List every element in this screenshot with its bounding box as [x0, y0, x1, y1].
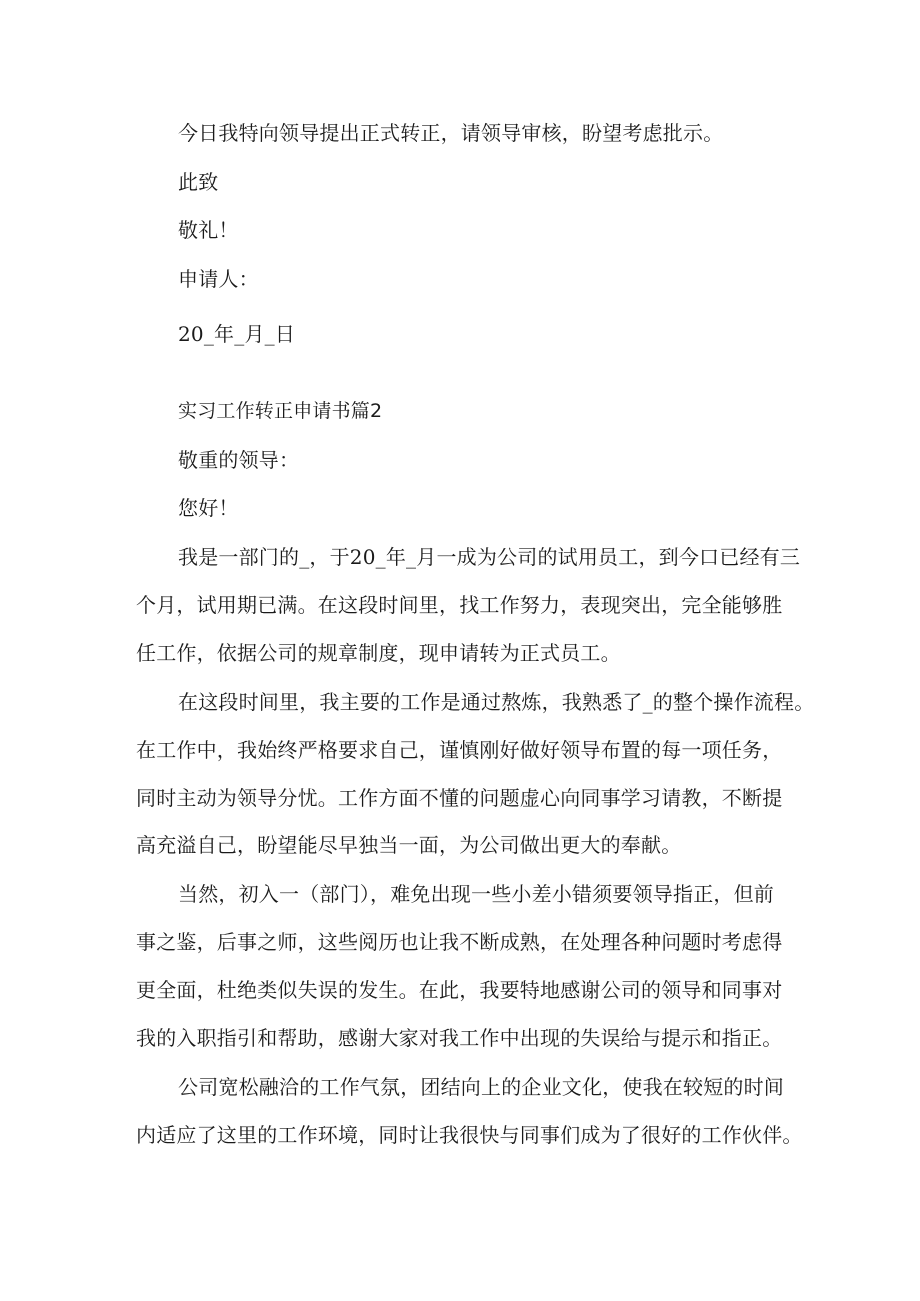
paragraph-2-line: 高充溢自己，盼望能尽早独当一面，为公司做出更大的奉献。: [136, 833, 682, 857]
section-title: 实习工作转正申请书篇2: [178, 400, 383, 422]
paragraph-3-line: 更全面，杜绝类似失误的发生。在此，我要特地感谢公司的领导和同事对: [136, 978, 783, 1002]
paragraph-3-line: 当然，初入一（部门），难免出现一些小差小错须要领导指正，但前: [178, 882, 774, 906]
paragraph-2-line: 在这段时间里，我主要的工作是通过熬炼，我熟悉了_的整个操作流程。: [178, 690, 815, 714]
applicant-label: 申请人：: [178, 267, 259, 291]
paragraph-1-line: 任工作，依据公司的规章制度，现申请转为正式员工。: [136, 641, 621, 665]
salutation: 此致: [178, 170, 219, 194]
paragraph-4-line: 内适应了这里的工作环境，同时让我很快与同事们成为了很好的工作伙伴。: [136, 1123, 803, 1147]
paragraph-1-line: 我是一部门的_，于20_年_月一成为公司的试用员工，到今口已经有三: [178, 545, 801, 569]
greeting: 敬重的领导：: [178, 448, 300, 472]
paragraph-3-line: 事之鉴，后事之师，这些阅历也让我不断成熟，在处理各种问题时考虑得: [136, 930, 783, 954]
request-line: 今日我特向领导提出正式转正，请领导审核，盼望考虑批示。: [178, 121, 724, 145]
paragraph-3-line: 我的入职指引和帮助，感谢大家对我工作中出现的失误给与提示和指正。: [136, 1026, 783, 1050]
hello: 您好！: [178, 496, 239, 520]
date-line: 20_年_月_日: [178, 322, 296, 346]
paragraph-1-line: 个月，试用期已满。在这段时间里，找工作努力，表现突出，完全能够胜: [136, 593, 783, 617]
paragraph-4-line: 公司宽松融洽的工作气氛，团结向上的企业文化，使我在较短的时间: [178, 1075, 784, 1099]
regards: 敬礼！: [178, 218, 239, 242]
paragraph-2-line: 在工作中，我始终严格要求自己，谨慎刚好做好领导布置的每一项任务，: [136, 738, 783, 762]
paragraph-2-line: 同时主动为领导分忧。工作方面不懂的问题虚心向同事学习请教，不断提: [136, 786, 783, 810]
